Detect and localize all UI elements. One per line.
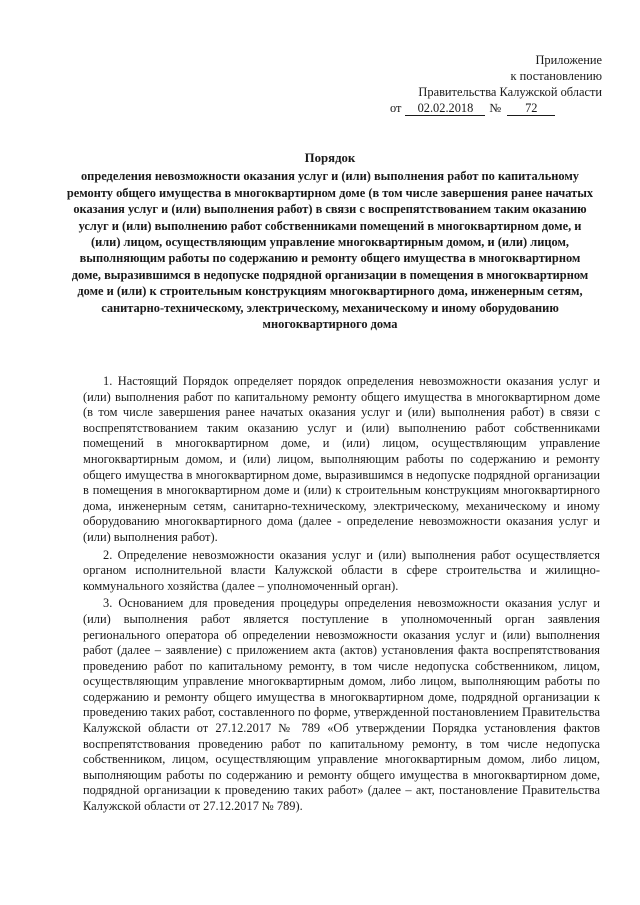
annex-title: Приложение: [535, 53, 602, 67]
title-text: определения невозможности оказания услуг и (или) выполнения работ по капитальному ремонту общего имущества в многоквартирном доме (в том числе завершения ранее начатых оказания услуг и (или) выполнения работ) в связи с воспрепятствованием таким оказанию услуг и (или) выполнению работ собственниками помещений в многоквартирном доме, и (или) лицом, осуществляющим управление многоквартирным домом, и (или) лицом, выполняющим работы по содержанию и ремонту общего имущества в многоквартирном доме, выразившимся в недопуске подрядной организации в помещения в многоквартирном доме и (или) к строительным конструкциям многоквартирного дома, инженерным сетям, санитарно-техническому, электрическому, механическому и иному оборудованию многоквартирного дома: [66, 169, 594, 332]
annex-number-sign: №: [489, 101, 502, 115]
paragraph-1: 1. Настоящий Порядок определяет порядок определения невозможности оказания услуг и (или) выполнения работ по капитальному ремонту общего имущества в многоквартирном доме (в том числе завершения ранее начатых оказания услуг и (или) выполнения работ) в связи с воспрепятствованием таким оказанию услуг и (или) выполнению работ собственниками помещений в многоквартирном доме, и (или) лицом, осуществляющим управление многоквартирным домом, и (или) лицом, выполняющим работы по содержанию и ремонту общего имущества в многоквартирном доме, выразившимся в недопуске подрядной организации в помещения в многоквартирном доме и (или) к строительным конструкциям многоквартирного дома, инженерным сетям, санитарно-техническому, электрическому, механическому и иному оборудованию многоквартирного дома (далее - определение невозможности оказания услуг и (или) выполнения работ).: [83, 374, 600, 544]
document-body: [83, 374, 600, 817]
annex-from-label: от: [390, 101, 402, 115]
annex-number: 72: [507, 102, 555, 116]
document-title: [60, 150, 600, 332]
annex-government: Правительства Калужской области: [418, 85, 602, 99]
paragraph-3: 3. Основанием для проведения процедуры определения невозможности оказания услуг и (или) выполнения работ является поступление в уполномоченный орган заявления регионального оператора об определении невозможности оказания услуг и (или) выполнения работ (далее – заявление) с приложением акта (актов) установления факта воспрепятствования проведению работ по капитальному ремонту, в том числе недопуска собственником, лицом, осуществляющим управление многоквартирным домом, либо лицом, выполняющим работы по содержанию и ремонту общего имущества в многоквартирном доме, подрядной организации к проведению таких работ, составленного по форме, утвержденной постановлением Правительства Калужской области от 27.12.2017 № 789 «Об утверждении Порядка установления фактов воспрепятствования проведению работ по капитальному ремонту, в том числе недопуска собственником, лицом, осуществляющим управление многоквартирным домом, либо лицом, выполняющим работы по содержанию и ремонту общего имущества в многоквартирном доме, подрядной организации к проведению таких работ» (далее – акт, постановление Правительства Калужской области от 27.12.2017 № 789).: [83, 596, 600, 814]
annex-header: [382, 52, 602, 116]
title-heading: Порядок: [304, 151, 356, 165]
paragraph-2: 2. Определение невозможности оказания услуг и (или) выполнения работ осуществляется органом исполнительной власти Калужской области в сфере строительства и жилищно-коммунального хозяйства (далее – уполномоченный орган).: [83, 547, 600, 593]
annex-resolution: к постановлению: [510, 69, 602, 83]
annex-date: 02.02.2018: [405, 102, 485, 116]
annex-date-number: [390, 100, 602, 116]
